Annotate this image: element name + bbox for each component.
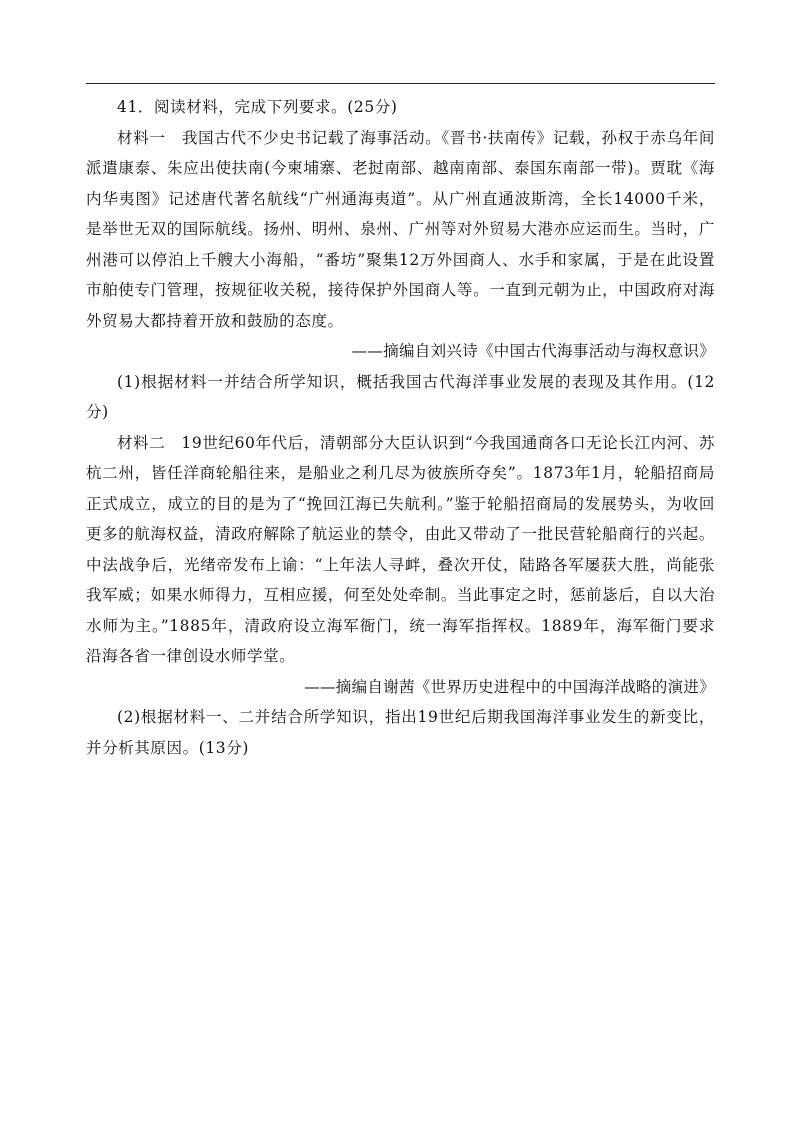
sub-question-2: (2)根据材料一、二并结合所学知识，指出19世纪后期我国海洋事业发生的新变比，并分析其原因。(13分) bbox=[86, 708, 715, 757]
material-2-text: 材料二 19世纪60年代后，清朝部分大臣认识到“今我国通商各口无论长江内河、苏杭二州，皆任洋商轮船往来，是船业之利几尽为彼族所夺矣”。1873年1月，轮船招商局正式成立，成立的目的是为了“挽回江海已失航利。”鉴于轮船招商局的发展势头，为收回更多的航海权益，清政府解除了航运业的禁令，由此又带动了一批民营轮船商行的兴起。中法战争后，光绪帝发布上谕：“上年法人寻衅，叠次开仗，陆路各军屡获大胜，尚能张我军威；如果水师得力，互相应援，何至处处牵制。当此事定之时，惩前毖后，自以大治水师为主。”1885年，清政府设立海军衙门，统一海军指挥权。1889年，海军衙门要求沿海各省一律创设水师学堂。 bbox=[86, 433, 715, 665]
material-2-source: ——摘编自谢茜《世界历史进程中的中国海洋战略的演进》 bbox=[304, 677, 715, 696]
exam-question bbox=[86, 92, 715, 763]
material-1-text: 材料一 我国古代不少史书记载了海事活动。《晋书·扶南传》记载，孙权于赤乌年间派遣康泰、朱应出使扶南(今柬埔寨、老挝南部、越南南部、泰国东南部一带)。贾耽《海内华夷图》记述唐代著名航线“广州通海夷道”。从广州直通波斯湾，全长14000千米，是举世无双的国际航线。扬州、明州、泉州、广州等对外贸易大港亦应运而生。当时，广州港可以停泊上千艘大小海船，“番坊”聚集12万外国商人、水手和家属，于是在此设置市舶使专门管理，按规征收关税，接待保护外国商人等。一直到元朝为止，中国政府对海外贸易大都持着开放和鼓励的态度。 bbox=[86, 128, 715, 330]
question-header: 41．阅读材料，完成下列要求。(25分) bbox=[117, 98, 398, 116]
sub-question-1: (1)根据材料一并结合所学知识，概括我国古代海洋事业发展的表现及其作用。(12分) bbox=[86, 372, 715, 421]
header-rule bbox=[86, 83, 715, 84]
material-1-source: ——摘编自刘兴诗《中国古代海事活动与海权意识》 bbox=[351, 342, 715, 360]
